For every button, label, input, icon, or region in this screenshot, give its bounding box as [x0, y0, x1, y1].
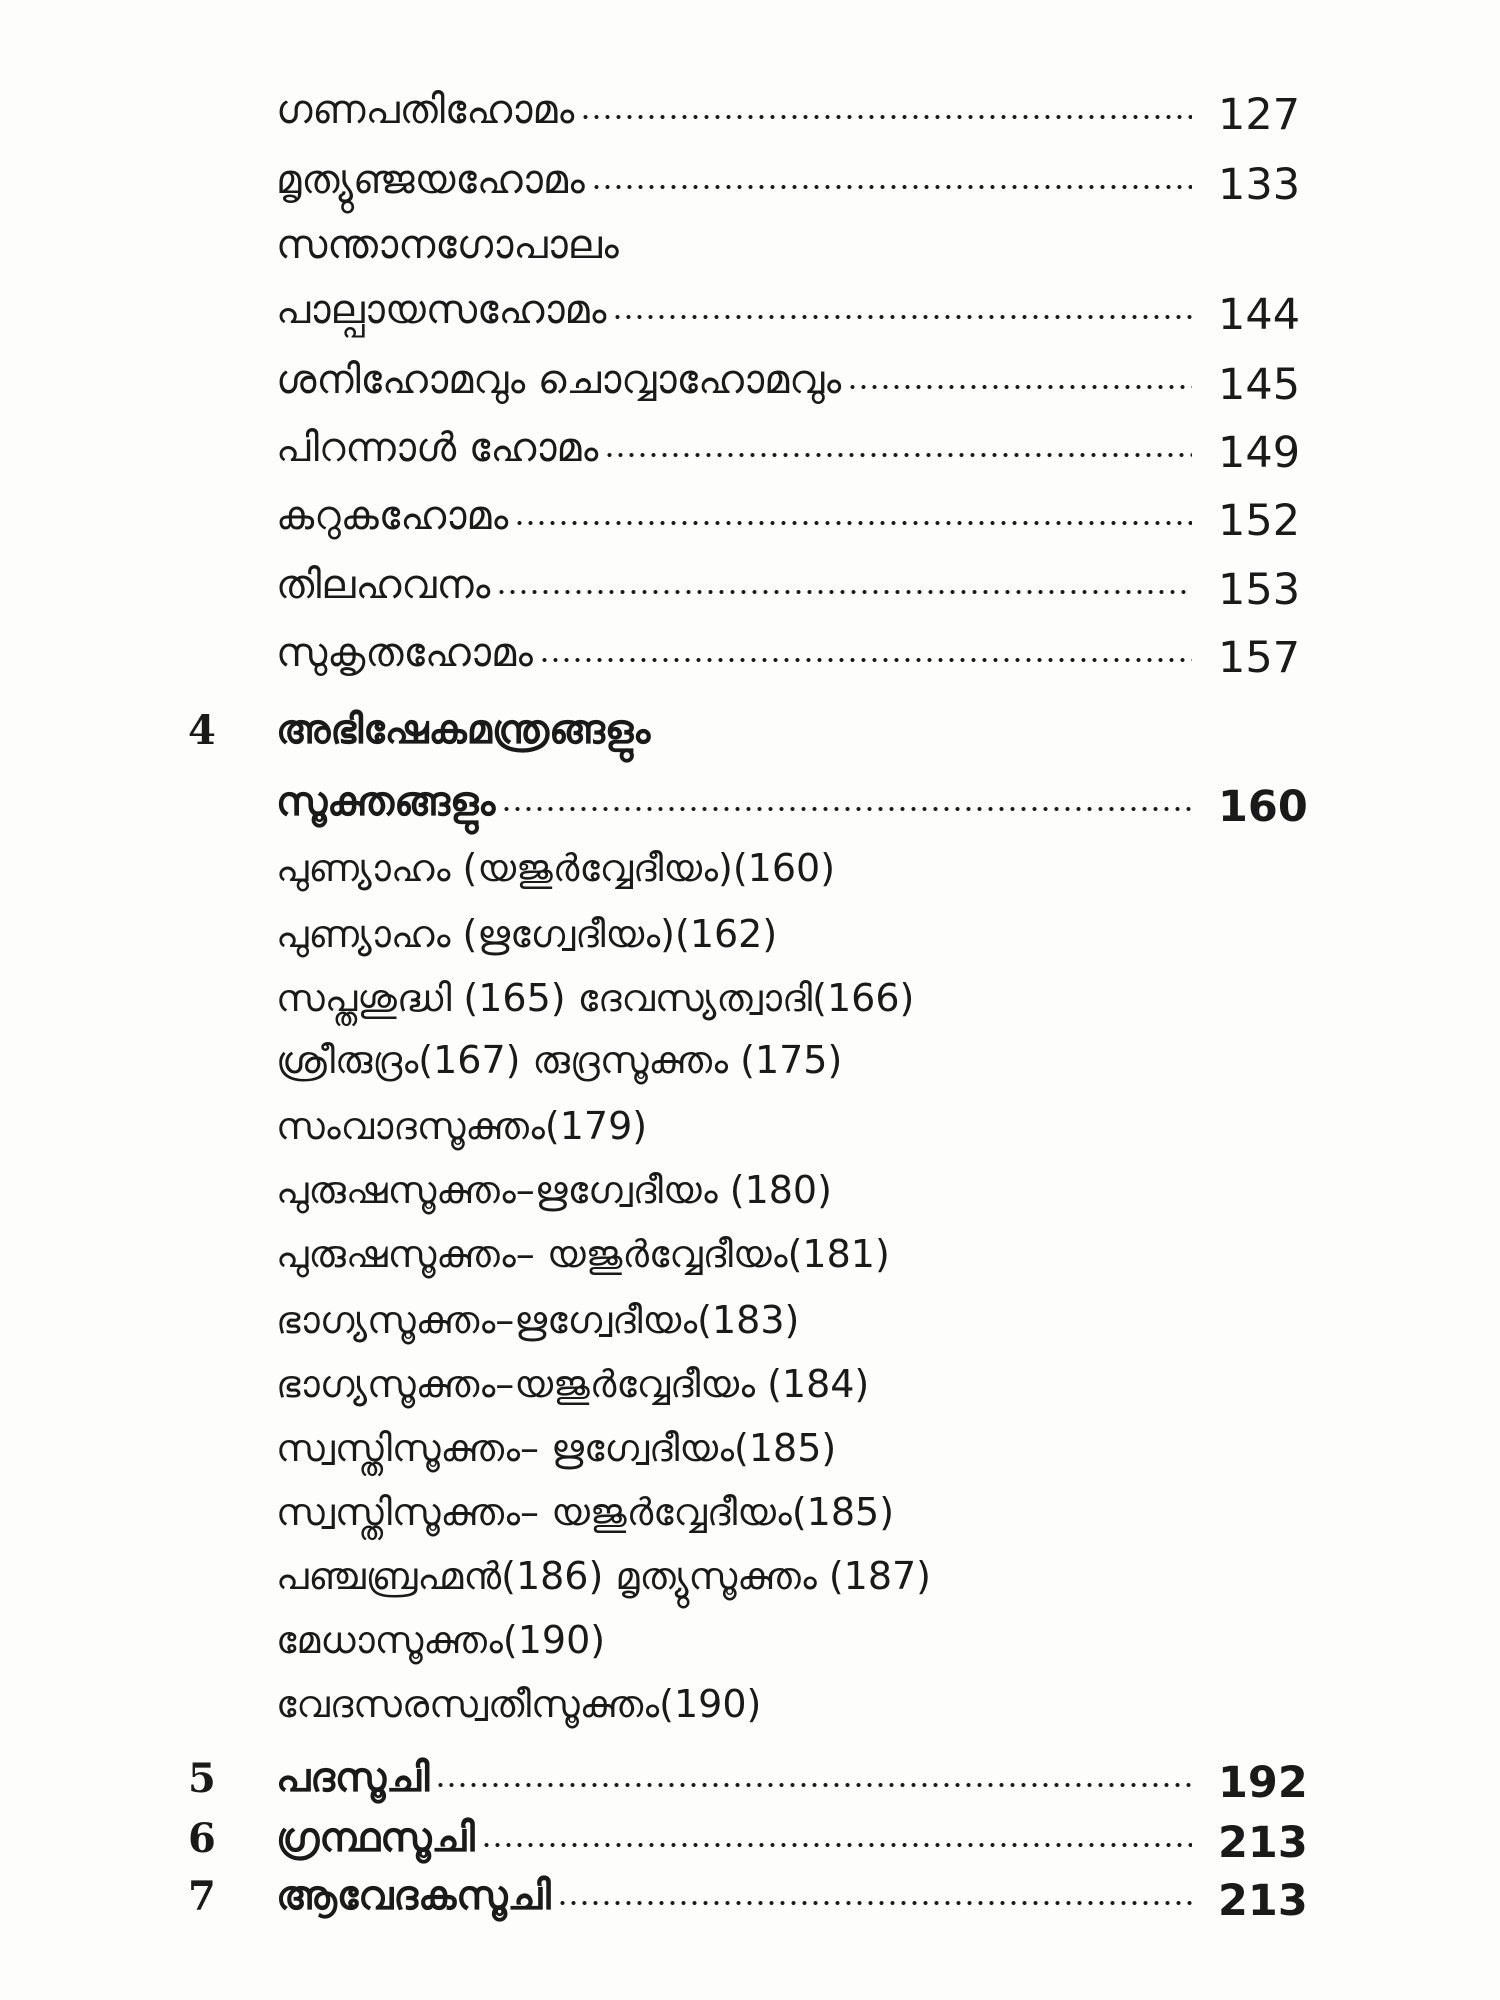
page-number: 160: [1218, 782, 1308, 832]
toc-entry: [0, 555, 1500, 617]
toc-entry-title: ആവേദകസൂചി: [276, 1873, 551, 1919]
toc-entry: [0, 1808, 1500, 1870]
chapter-number: 4: [188, 707, 216, 754]
toc-entry: [0, 80, 1500, 142]
toc-entry: [0, 150, 1500, 212]
toc-entry: [0, 350, 1500, 412]
page-number: 213: [1218, 1876, 1308, 1926]
toc-entry: [0, 1354, 1500, 1416]
dot-leader: [604, 448, 1192, 462]
toc-entry: [0, 1546, 1500, 1608]
dot-leader: [435, 1778, 1192, 1792]
toc-entry: [0, 1224, 1500, 1286]
toc-entry: [0, 215, 1500, 277]
page-number: 133: [1218, 160, 1301, 210]
dot-leader: [501, 802, 1192, 816]
toc-subsection-title: പുരുഷസൂക്തം– യജുർവ്വേദീയം(181): [276, 1232, 890, 1276]
page-number: 145: [1218, 360, 1301, 410]
chapter-number: 5: [188, 1755, 216, 1802]
toc-entry-title: പിറന്നാൾ ഹോമം: [276, 425, 599, 471]
page-number: 157: [1218, 633, 1301, 683]
toc-subsection-title: പുരുഷസൂക്തം–ഋഗ്വേദീയം (180): [276, 1168, 832, 1212]
page-number: 152: [1218, 496, 1301, 546]
toc-subsection-title: ഭാഗ്യസൂക്തം–ഋഗ്വേദീയം(183): [276, 1298, 800, 1342]
toc-entry: [0, 1290, 1500, 1352]
toc-entry: [0, 772, 1500, 834]
toc-subsection-title: ഭാഗ്യസൂക്തം–യജുർവ്വേദീയം (184): [276, 1362, 870, 1406]
dot-leader: [514, 516, 1192, 530]
toc-subsection-title: മേധാസൂക്തം(190): [276, 1618, 606, 1662]
dot-leader: [539, 653, 1192, 667]
toc-entry-title: പദസൂചി: [276, 1755, 430, 1801]
toc-entry-title: കറുകഹോമം: [276, 493, 509, 539]
page-number: 213: [1218, 1818, 1308, 1868]
toc-subsection-title: സ്വസ്തിസൂക്തം– യജുർവ്വേദീയം(185): [276, 1490, 895, 1534]
toc-subsection-title: ശ്രീരുദ്രം(167) രുദ്രസൂക്തം (175): [276, 1038, 843, 1082]
toc-subsection-title: സപ്തശുദ്ധി (165) ദേവസ്യത്വാദി(166): [276, 976, 915, 1020]
toc-entry: [0, 486, 1500, 548]
page-number: 153: [1218, 565, 1301, 615]
toc-entry: [0, 838, 1500, 900]
toc-entry: [0, 1418, 1500, 1480]
toc-subsection-title: പഞ്ചബ്രഹ്മൻ(186) മൃത്യുസൂക്തം (187): [276, 1554, 931, 1598]
dot-leader: [580, 110, 1192, 124]
toc-entry: [0, 1096, 1500, 1158]
toc-entry-title: സന്താനഗോപാലം: [276, 222, 619, 268]
dot-leader: [557, 1896, 1192, 1910]
toc-entry-title: പാല്പായസഹോമം: [276, 287, 607, 333]
toc-entry: [0, 1866, 1500, 1928]
toc-entry: [0, 1610, 1500, 1672]
toc-subsection-title: സംവാദസൂക്തം(179): [276, 1104, 648, 1148]
toc-entry-title: സൂക്തങ്ങളും: [276, 779, 496, 825]
toc-entry: [0, 1674, 1500, 1736]
dot-leader: [591, 180, 1192, 194]
page-number: 192: [1218, 1758, 1308, 1808]
toc-entry-title: അഭിഷേകമന്ത്രങ്ങളും: [276, 707, 651, 753]
page-number: 144: [1218, 290, 1301, 340]
dot-leader: [496, 585, 1192, 599]
dot-leader: [612, 310, 1192, 324]
chapter-number: 7: [188, 1873, 216, 1920]
toc-entry-title: സുകൃതഹോമം: [276, 630, 533, 676]
dot-leader: [481, 1838, 1192, 1852]
toc-entry: [0, 280, 1500, 342]
toc-entry: [0, 700, 1500, 762]
toc-entry-title: മൃത്യുഞ്ജയഹോമം: [276, 157, 585, 203]
toc-entry: [0, 1482, 1500, 1544]
toc-subsection-title: സ്വസ്തിസൂക്തം– ഋഗ്വേദീയം(185): [276, 1426, 837, 1470]
toc-entry: [0, 418, 1500, 480]
toc-entry-title: ഗണപതിഹോമം: [276, 87, 575, 133]
toc-subsection-title: വേദസരസ്വതീസൂക്തം(190): [276, 1682, 762, 1726]
toc-entry: [0, 1748, 1500, 1810]
toc-subsection-title: പുണ്യാഹം (ഋഗ്വേദീയം)(162): [276, 912, 778, 956]
toc-subsection-title: പുണ്യാഹം (യജുർവ്വേദീയം)(160): [276, 846, 836, 890]
toc-entry: [0, 1030, 1500, 1092]
toc-entry: [0, 904, 1500, 966]
toc-entry: [0, 1160, 1500, 1222]
chapter-number: 6: [188, 1815, 216, 1862]
page-number: 127: [1218, 90, 1301, 140]
page-number: 149: [1218, 428, 1301, 478]
toc-entry: [0, 968, 1500, 1030]
toc-entry-title: തിലഹവനം: [276, 562, 491, 608]
toc-entry-title: ഗ്രന്ഥസൂചി: [276, 1815, 475, 1861]
dot-leader: [847, 380, 1192, 394]
toc-entry-title: ശനിഹോമവും ചൊവ്വാഹോമവും: [276, 357, 842, 403]
toc-entry: [0, 623, 1500, 685]
